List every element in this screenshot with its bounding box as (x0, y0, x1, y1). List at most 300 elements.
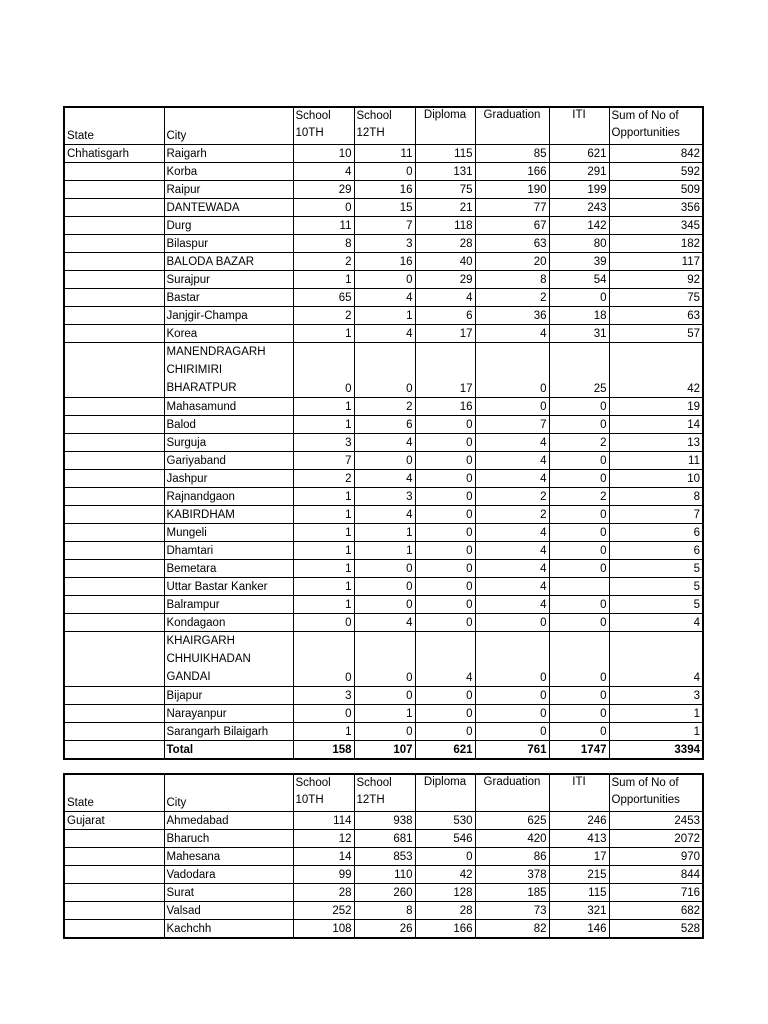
school-10th-cell: 28 (293, 884, 354, 902)
city-cell: KHAIRGARH CHHUIKHADAN GANDAI (164, 632, 293, 687)
iti-cell: 0 (549, 524, 609, 542)
school-12th-cell: 110 (354, 866, 415, 884)
sum-cell: 92 (609, 271, 703, 289)
table-row (64, 343, 703, 398)
graduation-cell: 0 (475, 632, 549, 687)
iti-cell: 0 (549, 723, 609, 741)
graduation-cell: 4 (475, 470, 549, 488)
sum-cell: 57 (609, 325, 703, 343)
school-10th-cell: 114 (293, 812, 354, 830)
city-cell: Uttar Bastar Kanker (164, 578, 293, 596)
sum-cell: 716 (609, 884, 703, 902)
graduation-cell: 4 (475, 524, 549, 542)
table-row (64, 163, 703, 181)
sum-cell: 5 (609, 596, 703, 614)
state-cell (64, 524, 164, 542)
header-school-12th: School 12TH (354, 107, 415, 145)
school-12th-cell: 4 (354, 434, 415, 452)
table-row (64, 470, 703, 488)
table-row (64, 434, 703, 452)
graduation-cell: 77 (475, 199, 549, 217)
state-cell (64, 884, 164, 902)
table-row (64, 705, 703, 723)
sum-cell: 844 (609, 866, 703, 884)
school-12th-cell: 3 (354, 488, 415, 506)
header-school-12th: School 12TH (354, 774, 415, 812)
school-12th-cell: 7 (354, 217, 415, 235)
graduation-cell: 4 (475, 452, 549, 470)
city-cell: MANENDRAGARH CHIRIMIRI BHARATPUR (164, 343, 293, 398)
header-row (64, 107, 703, 145)
school-10th-cell: 1 (293, 596, 354, 614)
city-cell: Raigarh (164, 145, 293, 163)
school-12th-cell: 681 (354, 830, 415, 848)
header-row (64, 774, 703, 812)
school-12th-cell: 0 (354, 271, 415, 289)
chhattisgarh-table (63, 106, 704, 760)
iti-cell: 17 (549, 848, 609, 866)
state-cell: Chhatisgarh (64, 145, 164, 163)
school-12th-cell: 0 (354, 560, 415, 578)
table-row (64, 145, 703, 163)
sum-cell: 345 (609, 217, 703, 235)
diploma-cell: 0 (415, 848, 475, 866)
graduation-cell: 2 (475, 488, 549, 506)
header-diploma: Diploma (415, 774, 475, 812)
gujarat-table (63, 773, 704, 939)
diploma-cell: 42 (415, 866, 475, 884)
school-12th-cell: 26 (354, 920, 415, 939)
iti-cell: 115 (549, 884, 609, 902)
header-iti: ITI (549, 107, 609, 145)
table-row (64, 560, 703, 578)
iti-cell: 0 (549, 632, 609, 687)
school-10th-cell: 252 (293, 902, 354, 920)
table-row (64, 488, 703, 506)
sum-cell: 970 (609, 848, 703, 866)
city-cell: Mungeli (164, 524, 293, 542)
total-school-10th: 158 (293, 741, 354, 760)
iti-cell: 0 (549, 542, 609, 560)
header-city: City (164, 774, 293, 812)
table-row (64, 235, 703, 253)
school-10th-cell: 2 (293, 253, 354, 271)
sum-cell: 10 (609, 470, 703, 488)
sum-cell: 13 (609, 434, 703, 452)
diploma-cell: 530 (415, 812, 475, 830)
city-cell: Dhamtari (164, 542, 293, 560)
school-12th-cell: 6 (354, 416, 415, 434)
school-10th-cell: 1 (293, 416, 354, 434)
graduation-cell: 0 (475, 398, 549, 416)
iti-cell: 0 (549, 506, 609, 524)
state-cell (64, 253, 164, 271)
school-12th-cell: 11 (354, 145, 415, 163)
school-12th-cell: 8 (354, 902, 415, 920)
school-12th-cell: 1 (354, 524, 415, 542)
state-cell (64, 199, 164, 217)
school-12th-cell: 0 (354, 452, 415, 470)
table-row (64, 325, 703, 343)
table-row (64, 271, 703, 289)
sum-cell: 8 (609, 488, 703, 506)
state-cell (64, 596, 164, 614)
diploma-cell: 0 (415, 470, 475, 488)
city-cell: Bastar (164, 289, 293, 307)
sum-cell: 682 (609, 902, 703, 920)
table-row (64, 830, 703, 848)
school-10th-cell: 10 (293, 145, 354, 163)
state-cell (64, 920, 164, 939)
school-12th-cell: 16 (354, 181, 415, 199)
state-cell (64, 830, 164, 848)
school-12th-cell: 0 (354, 578, 415, 596)
diploma-cell: 6 (415, 307, 475, 325)
school-12th-cell: 0 (354, 632, 415, 687)
graduation-cell: 2 (475, 506, 549, 524)
school-10th-cell: 65 (293, 289, 354, 307)
state-cell (64, 398, 164, 416)
table-row (64, 902, 703, 920)
table-row (64, 416, 703, 434)
total-school-12th: 107 (354, 741, 415, 760)
iti-cell: 142 (549, 217, 609, 235)
iti-cell: 0 (549, 596, 609, 614)
sum-cell: 356 (609, 199, 703, 217)
state-cell (64, 307, 164, 325)
city-cell: Bijapur (164, 687, 293, 705)
table-row (64, 398, 703, 416)
school-10th-cell: 2 (293, 470, 354, 488)
header-sum-opportunities: Sum of No of Opportunities (609, 107, 703, 145)
city-cell: Valsad (164, 902, 293, 920)
iti-cell: 146 (549, 920, 609, 939)
diploma-cell: 28 (415, 902, 475, 920)
sum-cell: 182 (609, 235, 703, 253)
table-row (64, 289, 703, 307)
diploma-cell: 166 (415, 920, 475, 939)
sum-cell: 117 (609, 253, 703, 271)
header-school-10th: School 10TH (293, 107, 354, 145)
city-cell: Jashpur (164, 470, 293, 488)
iti-cell: 0 (549, 416, 609, 434)
iti-cell: 54 (549, 271, 609, 289)
state-cell (64, 470, 164, 488)
city-cell: Balrampur (164, 596, 293, 614)
school-12th-cell: 3 (354, 235, 415, 253)
state-cell (64, 848, 164, 866)
school-12th-cell: 0 (354, 163, 415, 181)
state-cell (64, 632, 164, 687)
city-cell: KABIRDHAM (164, 506, 293, 524)
state-cell (64, 488, 164, 506)
graduation-cell: 4 (475, 325, 549, 343)
graduation-cell: 4 (475, 578, 549, 596)
table-row (64, 848, 703, 866)
diploma-cell: 0 (415, 614, 475, 632)
table-row (64, 596, 703, 614)
table-row (64, 884, 703, 902)
iti-cell: 321 (549, 902, 609, 920)
table-row (64, 812, 703, 830)
graduation-cell: 185 (475, 884, 549, 902)
table-row (64, 687, 703, 705)
sum-cell: 2453 (609, 812, 703, 830)
graduation-cell: 85 (475, 145, 549, 163)
header-state: State (64, 107, 164, 145)
school-10th-cell: 1 (293, 325, 354, 343)
iti-cell (549, 578, 609, 596)
school-10th-cell: 108 (293, 920, 354, 939)
table-row (64, 452, 703, 470)
iti-cell: 291 (549, 163, 609, 181)
graduation-cell: 0 (475, 343, 549, 398)
table-row (64, 199, 703, 217)
sum-cell: 42 (609, 343, 703, 398)
graduation-cell: 86 (475, 848, 549, 866)
diploma-cell: 0 (415, 578, 475, 596)
school-12th-cell: 4 (354, 506, 415, 524)
table-row (64, 614, 703, 632)
sum-cell: 14 (609, 416, 703, 434)
graduation-cell: 36 (475, 307, 549, 325)
sum-cell: 19 (609, 398, 703, 416)
graduation-cell: 0 (475, 705, 549, 723)
city-cell: Gariyaband (164, 452, 293, 470)
state-cell (64, 271, 164, 289)
iti-cell: 39 (549, 253, 609, 271)
city-cell: Kachchh (164, 920, 293, 939)
school-10th-cell: 14 (293, 848, 354, 866)
school-12th-cell: 16 (354, 253, 415, 271)
diploma-cell: 118 (415, 217, 475, 235)
state-cell (64, 434, 164, 452)
table-row (64, 866, 703, 884)
header-city: City (164, 107, 293, 145)
sum-cell: 3 (609, 687, 703, 705)
total-diploma: 621 (415, 741, 475, 760)
diploma-cell: 0 (415, 434, 475, 452)
state-cell (64, 741, 164, 760)
sum-cell: 63 (609, 307, 703, 325)
state-cell (64, 902, 164, 920)
graduation-cell: 63 (475, 235, 549, 253)
school-10th-cell: 2 (293, 307, 354, 325)
school-10th-cell: 11 (293, 217, 354, 235)
state-cell (64, 325, 164, 343)
school-10th-cell: 1 (293, 506, 354, 524)
state-cell (64, 578, 164, 596)
city-cell: Janjgir-Champa (164, 307, 293, 325)
school-12th-cell: 4 (354, 614, 415, 632)
city-cell: Kondagaon (164, 614, 293, 632)
diploma-cell: 546 (415, 830, 475, 848)
sum-cell: 7 (609, 506, 703, 524)
iti-cell: 199 (549, 181, 609, 199)
state-cell (64, 866, 164, 884)
city-cell: Rajnandgaon (164, 488, 293, 506)
sum-cell: 592 (609, 163, 703, 181)
sum-cell: 6 (609, 542, 703, 560)
school-12th-cell: 15 (354, 199, 415, 217)
table-row (64, 632, 703, 687)
school-10th-cell: 8 (293, 235, 354, 253)
school-10th-cell: 1 (293, 578, 354, 596)
school-10th-cell: 1 (293, 542, 354, 560)
graduation-cell: 73 (475, 902, 549, 920)
diploma-cell: 75 (415, 181, 475, 199)
school-10th-cell: 0 (293, 343, 354, 398)
total-label: Total (164, 741, 293, 760)
graduation-cell: 67 (475, 217, 549, 235)
sum-cell: 75 (609, 289, 703, 307)
iti-cell: 2 (549, 488, 609, 506)
school-10th-cell: 1 (293, 524, 354, 542)
graduation-cell: 4 (475, 434, 549, 452)
state-cell (64, 560, 164, 578)
diploma-cell: 0 (415, 416, 475, 434)
school-12th-cell: 4 (354, 470, 415, 488)
school-12th-cell: 1 (354, 705, 415, 723)
sum-cell: 4 (609, 632, 703, 687)
diploma-cell: 0 (415, 705, 475, 723)
graduation-cell: 0 (475, 687, 549, 705)
iti-cell: 2 (549, 434, 609, 452)
graduation-cell: 4 (475, 542, 549, 560)
school-12th-cell: 0 (354, 723, 415, 741)
diploma-cell: 17 (415, 325, 475, 343)
city-cell: Mahasamund (164, 398, 293, 416)
graduation-cell: 7 (475, 416, 549, 434)
sum-cell: 5 (609, 578, 703, 596)
header-graduation: Graduation (475, 774, 549, 812)
sum-cell: 2072 (609, 830, 703, 848)
iti-cell: 25 (549, 343, 609, 398)
city-cell: Durg (164, 217, 293, 235)
school-12th-cell: 1 (354, 307, 415, 325)
school-10th-cell: 1 (293, 723, 354, 741)
city-cell: Bharuch (164, 830, 293, 848)
city-cell: Mahesana (164, 848, 293, 866)
sum-cell: 842 (609, 145, 703, 163)
school-10th-cell: 3 (293, 434, 354, 452)
state-cell (64, 506, 164, 524)
sum-cell: 1 (609, 723, 703, 741)
city-cell: Raipur (164, 181, 293, 199)
graduation-cell: 2 (475, 289, 549, 307)
city-cell: DANTEWADA (164, 199, 293, 217)
iti-cell: 0 (549, 470, 609, 488)
diploma-cell: 28 (415, 235, 475, 253)
city-cell: Surajpur (164, 271, 293, 289)
header-diploma: Diploma (415, 107, 475, 145)
city-cell: Korea (164, 325, 293, 343)
graduation-cell: 625 (475, 812, 549, 830)
school-12th-cell: 0 (354, 596, 415, 614)
state-cell (64, 181, 164, 199)
city-cell: Korba (164, 163, 293, 181)
school-10th-cell: 12 (293, 830, 354, 848)
city-cell: Narayanpur (164, 705, 293, 723)
graduation-cell: 0 (475, 723, 549, 741)
school-12th-cell: 938 (354, 812, 415, 830)
diploma-cell: 0 (415, 560, 475, 578)
graduation-cell: 4 (475, 560, 549, 578)
diploma-cell: 0 (415, 542, 475, 560)
sum-cell: 4 (609, 614, 703, 632)
diploma-cell: 131 (415, 163, 475, 181)
table-row (64, 307, 703, 325)
state-cell (64, 542, 164, 560)
diploma-cell: 0 (415, 723, 475, 741)
iti-cell: 0 (549, 687, 609, 705)
state-cell (64, 343, 164, 398)
iti-cell: 0 (549, 398, 609, 416)
state-cell: Gujarat (64, 812, 164, 830)
diploma-cell: 21 (415, 199, 475, 217)
school-10th-cell: 1 (293, 271, 354, 289)
graduation-cell: 378 (475, 866, 549, 884)
table-row (64, 217, 703, 235)
sum-cell: 11 (609, 452, 703, 470)
header-sum-opportunities: Sum of No of Opportunities (609, 774, 703, 812)
iti-cell: 215 (549, 866, 609, 884)
graduation-cell: 82 (475, 920, 549, 939)
diploma-cell: 0 (415, 596, 475, 614)
city-cell: Vadodara (164, 866, 293, 884)
school-10th-cell: 1 (293, 398, 354, 416)
iti-cell: 621 (549, 145, 609, 163)
table-row (64, 920, 703, 939)
header-graduation: Graduation (475, 107, 549, 145)
diploma-cell: 4 (415, 289, 475, 307)
school-10th-cell: 0 (293, 705, 354, 723)
state-cell (64, 217, 164, 235)
iti-cell: 0 (549, 289, 609, 307)
graduation-cell: 190 (475, 181, 549, 199)
school-10th-cell: 0 (293, 614, 354, 632)
school-10th-cell: 0 (293, 199, 354, 217)
school-10th-cell: 99 (293, 866, 354, 884)
graduation-cell: 20 (475, 253, 549, 271)
iti-cell: 31 (549, 325, 609, 343)
graduation-cell: 420 (475, 830, 549, 848)
table-row (64, 253, 703, 271)
iti-cell: 243 (549, 199, 609, 217)
state-cell (64, 289, 164, 307)
diploma-cell: 115 (415, 145, 475, 163)
header-state: State (64, 774, 164, 812)
school-10th-cell: 3 (293, 687, 354, 705)
total-row (64, 741, 703, 760)
sum-cell: 6 (609, 524, 703, 542)
diploma-cell: 0 (415, 488, 475, 506)
diploma-cell: 128 (415, 884, 475, 902)
total-iti: 1747 (549, 741, 609, 760)
school-10th-cell: 4 (293, 163, 354, 181)
graduation-cell: 4 (475, 596, 549, 614)
school-10th-cell: 1 (293, 488, 354, 506)
state-cell (64, 452, 164, 470)
school-10th-cell: 1 (293, 560, 354, 578)
state-cell (64, 687, 164, 705)
iti-cell: 18 (549, 307, 609, 325)
iti-cell: 80 (549, 235, 609, 253)
diploma-cell: 0 (415, 452, 475, 470)
city-cell: Ahmedabad (164, 812, 293, 830)
iti-cell: 413 (549, 830, 609, 848)
school-10th-cell: 0 (293, 632, 354, 687)
